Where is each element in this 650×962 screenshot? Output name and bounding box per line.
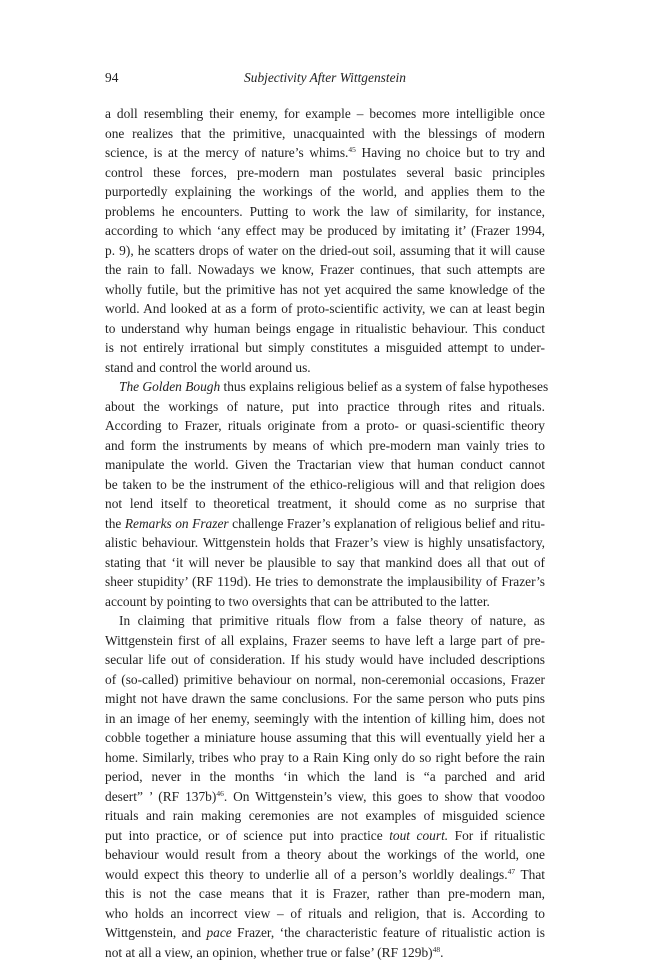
text-run: Wittgenstein first of all explains, Frazer seems to have left a large part of pre- bbox=[105, 633, 545, 648]
text-line bbox=[105, 104, 545, 124]
text-run: period, never in the months ‘in which the land is “a parched and arid bbox=[105, 769, 545, 784]
text-run: of (so-called) primitive behaviour on normal, non-ceremonial occasions, Frazer bbox=[105, 672, 545, 687]
text-line bbox=[105, 943, 545, 962]
text-run: wholly futile, but the primitive has not yet acquired the same knowledge of the bbox=[105, 282, 545, 297]
text-line bbox=[105, 787, 545, 807]
text-line bbox=[105, 299, 545, 319]
italic-text: Remarks on Frazer bbox=[125, 516, 229, 531]
text-run: In claiming that primitive rituals flow from a false theory of nature, as bbox=[119, 613, 545, 628]
text-run: Having no choice but to try and bbox=[356, 145, 545, 160]
text-line bbox=[105, 494, 545, 514]
italic-text: tout court. bbox=[389, 828, 448, 843]
text-line bbox=[105, 709, 545, 729]
text-line bbox=[105, 572, 545, 592]
text-run: For if ritualistic bbox=[448, 828, 545, 843]
text-line bbox=[105, 319, 545, 339]
paragraph bbox=[105, 104, 545, 377]
text-run: about the workings of nature, put into practice through rites and rituals. bbox=[105, 399, 545, 414]
text-line bbox=[105, 377, 545, 397]
text-run: who holds an incorrect view – of rituals and religion, that is. According to bbox=[105, 906, 545, 921]
text-line bbox=[105, 826, 545, 846]
text-line bbox=[105, 904, 545, 924]
footnote-marker: 48 bbox=[433, 945, 441, 954]
text-line bbox=[105, 845, 545, 865]
text-line bbox=[105, 260, 545, 280]
text-line bbox=[105, 533, 545, 553]
text-run: sheer stupidity’ (RF 119d). He tries to demonstrate the implausibility of Frazer’s bbox=[105, 574, 545, 589]
text-line bbox=[105, 182, 545, 202]
text-run: is not entirely irrational but simply constitutes a misguided attempt to under- bbox=[105, 340, 545, 355]
text-run: be taken to be the instrument of the ethico-religious will and that religion does bbox=[105, 477, 545, 492]
text-run: stating that ‘it will never be plausible to say that mankind does all that out of bbox=[105, 555, 545, 570]
text-run: and form the instruments by means of which pre-modern man vainly tries to bbox=[105, 438, 545, 453]
footnote-marker: 45 bbox=[348, 145, 356, 154]
text-line bbox=[105, 241, 545, 261]
text-run: this is not the case means that it is Frazer, rather than pre-modern man, bbox=[105, 886, 545, 901]
text-line bbox=[105, 865, 545, 885]
text-run: alistic behaviour. Wittgenstein holds that Frazer’s view is highly unsatisfactory, bbox=[105, 535, 545, 550]
text-run: purportedly explaining the workings of the world, and applies them to the bbox=[105, 184, 545, 199]
text-run: account by pointing to two oversights that can be attributed to the latter. bbox=[105, 594, 490, 609]
text-line bbox=[105, 767, 545, 787]
page-number: 94 bbox=[105, 70, 118, 86]
text-line bbox=[105, 650, 545, 670]
text-line bbox=[105, 455, 545, 475]
text-run: problems he encounters. Putting to work the law of similarity, for instance, bbox=[105, 204, 545, 219]
text-run: home. Similarly, tribes who pray to a Rain King only do so right before the rain bbox=[105, 750, 545, 765]
text-line bbox=[105, 397, 545, 417]
body-text bbox=[105, 104, 545, 962]
running-head bbox=[105, 70, 545, 90]
text-run: put into practice, or of science put into practice bbox=[105, 828, 389, 843]
text-run: would expect this theory to underlie all of a person’s worldly dealings. bbox=[105, 867, 508, 882]
text-run: . On Wittgenstein’s view, this goes to show that voodoo bbox=[224, 789, 545, 804]
text-line bbox=[105, 221, 545, 241]
text-run: Wittgenstein, and bbox=[105, 925, 206, 940]
paragraph bbox=[105, 611, 545, 962]
text-line bbox=[105, 280, 545, 300]
text-run: rituals and rain making ceremonies are not examples of misguided science bbox=[105, 808, 545, 823]
text-line bbox=[105, 143, 545, 163]
text-run: world. And looked at as a form of proto-scientific activity, we can at least begin bbox=[105, 301, 545, 316]
text-run: desert” ’ (RF 137b) bbox=[105, 789, 216, 804]
text-line bbox=[105, 806, 545, 826]
italic-text: pace bbox=[206, 925, 231, 940]
text-run: behaviour would result from a theory about the workings of the world, one bbox=[105, 847, 545, 862]
text-line bbox=[105, 475, 545, 495]
text-run: a doll resembling their enemy, for example – becomes more intelligible once bbox=[105, 106, 545, 121]
text-line bbox=[105, 124, 545, 144]
text-run: manipulate the world. Given the Tractarian view that human conduct cannot bbox=[105, 457, 545, 472]
text-run: control these forces, pre-modern man postulates several basic principles bbox=[105, 165, 545, 180]
footnote-marker: 46 bbox=[216, 789, 224, 798]
text-line bbox=[105, 553, 545, 573]
footnote-marker: 47 bbox=[508, 867, 516, 876]
text-line bbox=[105, 689, 545, 709]
text-line bbox=[105, 592, 545, 612]
text-line bbox=[105, 358, 545, 378]
text-line bbox=[105, 631, 545, 651]
text-run: secular life out of consideration. If his study would have included descriptions bbox=[105, 652, 545, 667]
text-line bbox=[105, 338, 545, 358]
text-run: one realizes that the primitive, unacquainted with the blessings of modern bbox=[105, 126, 545, 141]
text-run: stand and control the world around us. bbox=[105, 360, 311, 375]
text-run: the rain to fall. Nowadays we know, Frazer continues, that such attempts are bbox=[105, 262, 545, 277]
text-run: science, is at the mercy of nature’s whims. bbox=[105, 145, 348, 160]
text-run: thus explains religious belief as a system of false hypotheses bbox=[220, 379, 548, 394]
text-line bbox=[105, 416, 545, 436]
text-run: not lend itself to theoretical treatment, it should come as no surprise that bbox=[105, 496, 545, 511]
text-line bbox=[105, 436, 545, 456]
text-line bbox=[105, 728, 545, 748]
text-run: according to which ‘any effect may be produced by imitating it’ (Frazer 1994, bbox=[105, 223, 545, 238]
text-run: Frazer, ‘the characteristic feature of ritualistic action is bbox=[232, 925, 545, 940]
text-run: might not have drawn the same conclusions. For the same person who puts pins bbox=[105, 691, 545, 706]
text-run: p. 9), he scatters drops of water on the dried-out soil, assuming that it will cause bbox=[105, 243, 545, 258]
text-run: . bbox=[440, 945, 443, 960]
text-line bbox=[105, 611, 545, 631]
text-run: That bbox=[515, 867, 545, 882]
text-line bbox=[105, 202, 545, 222]
text-run: challenge Frazer’s explanation of religious belief and ritu- bbox=[229, 516, 545, 531]
text-run: cobble together a miniature house assuming that this will eventually yield her a bbox=[105, 730, 545, 745]
text-line bbox=[105, 748, 545, 768]
text-line bbox=[105, 514, 545, 534]
italic-text: The Golden Bough bbox=[119, 379, 220, 394]
text-run: According to Frazer, rituals originate from a proto- or quasi-scientific theory bbox=[105, 418, 545, 433]
running-title: Subjectivity After Wittgenstein bbox=[105, 70, 545, 86]
text-run: in an image of her enemy, seemingly with the intention of killing him, does not bbox=[105, 711, 545, 726]
text-line bbox=[105, 163, 545, 183]
text-run: to understand why human beings engage in ritualistic behaviour. This conduct bbox=[105, 321, 545, 336]
text-line bbox=[105, 670, 545, 690]
paragraph bbox=[105, 377, 545, 611]
text-run: the bbox=[105, 516, 125, 531]
text-line bbox=[105, 884, 545, 904]
text-run: not at all a view, an opinion, whether true or false’ (RF 129b) bbox=[105, 945, 433, 960]
